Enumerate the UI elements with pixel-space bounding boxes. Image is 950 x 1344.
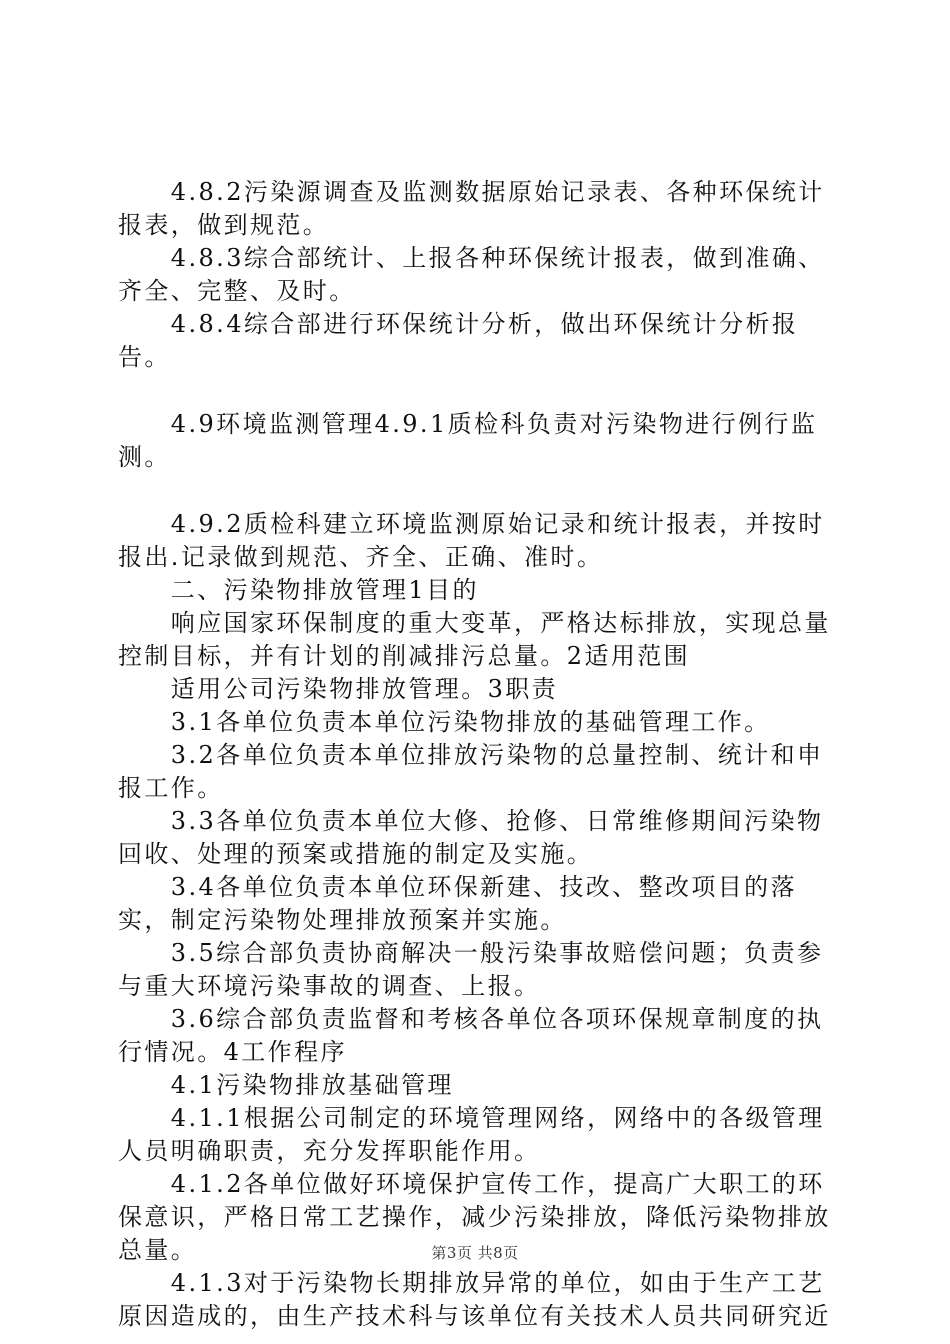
- paragraph-4-1: 4.1污染物排放基础管理: [118, 1071, 454, 1099]
- paragraph-4-1-3: 4.1.3对于污染物长期排放异常的单位，如由于生产工艺原因造成的，由生产技术科与该单位有关技术人员共同研究近: [118, 1269, 831, 1330]
- paragraph-3-2: 3.2各单位负责本单位排放污染物的总量控制、统计和申报工作。: [118, 741, 824, 802]
- paragraph-scope: 适用公司污染物排放管理。3职责: [118, 675, 559, 703]
- paragraph-4-1-2: 4.1.2各单位做好环境保护宣传工作，提高广大职工的环保意识，严格日常工艺操作，减少污染排放，降低污染物排放总量。: [118, 1170, 831, 1264]
- paragraph-3-1: 3.1各单位负责本单位污染物排放的基础管理工作。: [118, 708, 771, 736]
- paragraph-spacer: [118, 474, 836, 508]
- paragraph-purpose: 响应国家环保制度的重大变革，严格达标排放，实现总量控制目标，并有计划的削减排污总量。2适用范围: [118, 609, 831, 670]
- paragraph-4-9: 4.9环境监测管理4.9.1质检科负责对污染物进行例行监测。: [118, 410, 818, 471]
- paragraph-spacer: [118, 374, 836, 408]
- paragraph-4-8-3: 4.8.3综合部统计、上报各种环保统计报表，做到准确、齐全、完整、及时。: [118, 244, 825, 305]
- paragraph-3-6: 3.6综合部负责监督和考核各单位各项环保规章制度的执行情况。4工作程序: [118, 1005, 824, 1066]
- document-body: [118, 176, 836, 1333]
- paragraph-3-4: 3.4各单位负责本单位环保新建、技改、整改项目的落实，制定污染物处理排放预案并实施。: [118, 873, 797, 934]
- paragraph-4-8-2: 4.8.2污染源调查及监测数据原始记录表、各种环保统计报表，做到规范。: [118, 178, 825, 239]
- paragraph-4-1-1: 4.1.1根据公司制定的环境管理网络，网络中的各级管理人员明确职责，充分发挥职能作用。: [118, 1104, 825, 1165]
- paragraph-4-8-4: 4.8.4综合部进行环保统计分析，做出环保统计分析报告。: [118, 310, 799, 371]
- section-heading-pollutant-discharge: 二、污染物排放管理1目的: [118, 576, 479, 604]
- paragraph-4-9-2: 4.9.2质检科建立环境监测原始记录和统计报表，并按时报出.记录做到规范、齐全、正确、准时。: [118, 510, 825, 571]
- page-number-footer: 第3页 共8页: [431, 1244, 519, 1262]
- paragraph-3-3: 3.3各单位负责本单位大修、抢修、日常维修期间污染物回收、处理的预案或措施的制定及实施。: [118, 807, 824, 868]
- paragraph-3-5: 3.5综合部负责协商解决一般污染事故赔偿问题；负责参与重大环境污染事故的调查、上报。: [118, 939, 824, 1000]
